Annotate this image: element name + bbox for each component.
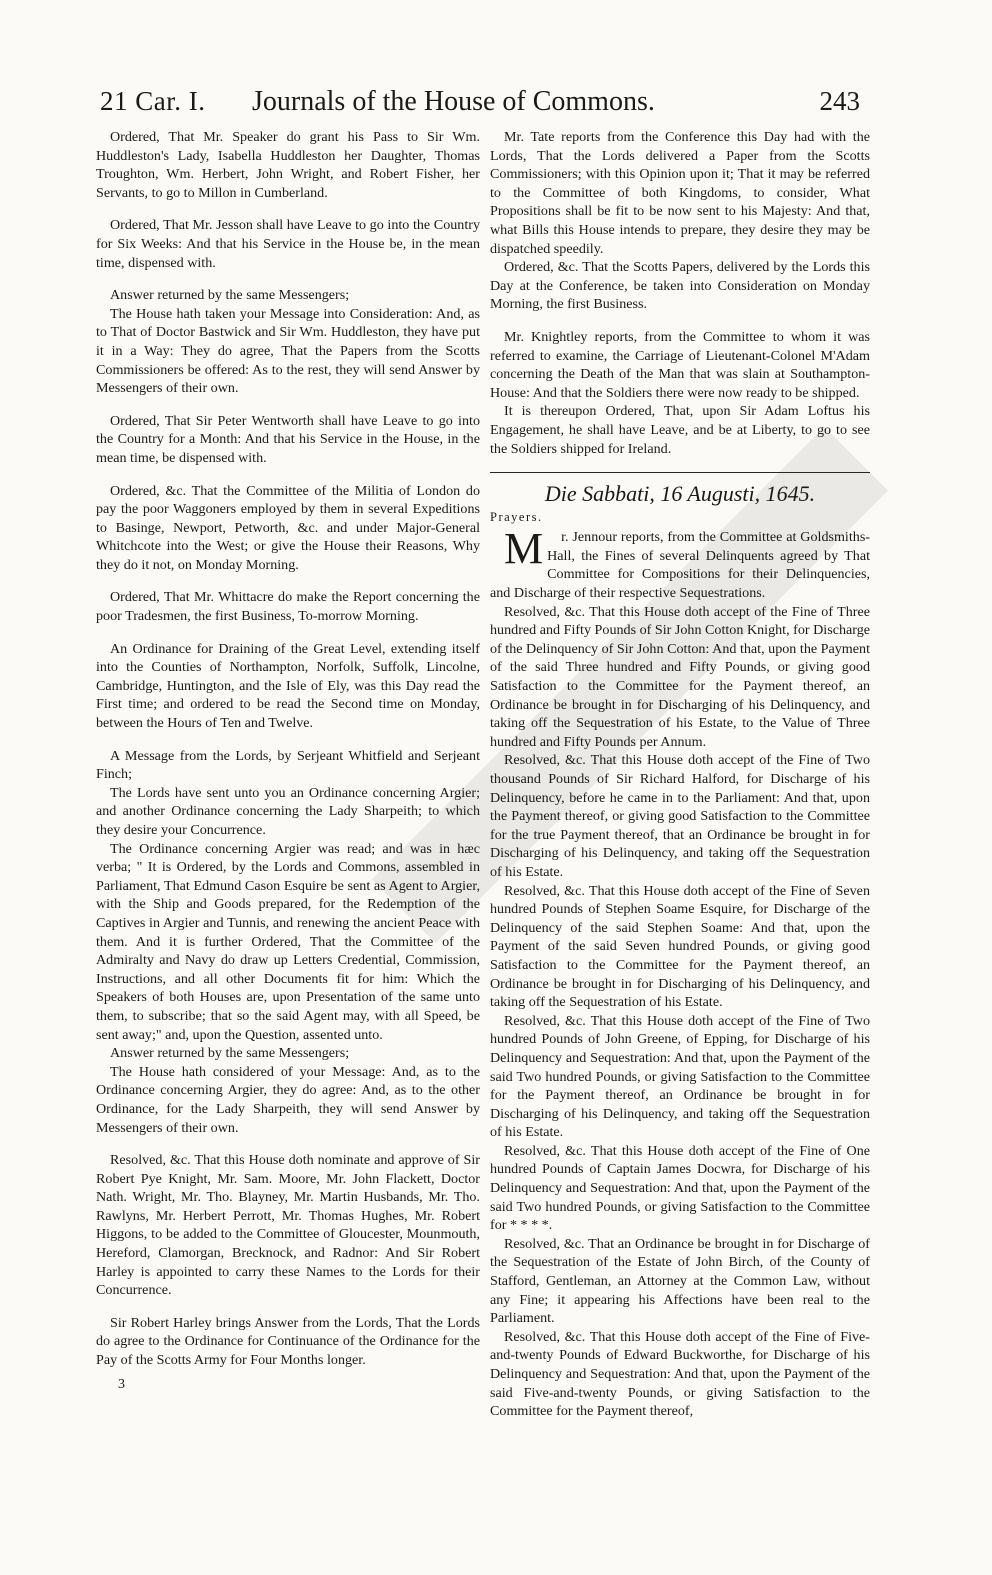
prayers-label: Prayers.	[490, 509, 543, 524]
entry: Answer returned by the same Messengers;	[110, 1045, 350, 1062]
entry: Resolved, &c. That this House doth accept of the Fine of Three hundred and Fifty Pounds of Sir John Cotton Knight, for Discharge of the Delinquency of Sir John Cotton: And that, upon the Payment of the said Three hundred and Fifty Pounds, or giving good Satisfaction to the Committee for the Payment thereof, an Ordinance be brought in for Discharging of his Delinquency, and taking off the Sequestration of his Estate, to the Value of Three hundred and Fifty Pounds per Annum.	[490, 603, 870, 750]
entry: Ordered, &c. That the Committee of the Militia of London do pay the poor Waggoners employed by them in several Expeditions to Basinge, Newport, Petworth, &c. and under Major-General Whitchcote into the West; or give the House their Reasons, Why they do it not, on Monday Morning.	[96, 482, 480, 573]
entry: Ordered, That Mr. Whittacre do make the Report concerning the poor Tradesmen, the first Business, To-morrow Morning.	[96, 589, 480, 625]
entry: It is thereupon Ordered, That, upon Sir Adam Loftus his Engagement, he shall have Leave, and be at Liberty, to go to see the Soldiers shipped for Ireland.	[490, 403, 870, 457]
entry: Resolved, &c. That an Ordinance be brought in for Discharge of the Sequestration of the Estate of John Birch, of the County of Stafford, Gentleman, an Attorney at the Common Law, without any Fine; it appearing his Affections have been real to the Parliament.	[490, 1235, 870, 1327]
entry: Sir Robert Harley brings Answer from the Lords, That the Lords do agree to the Ordinance for Continuance of the Ordinance for the Pay of the Scotts Army for Four Months longer.	[96, 1314, 480, 1369]
entry: Ordered, That Sir Peter Wentworth shall have Leave to go into the Country for a Month: And that his Service in the House, in the mean time, be dispensed with.	[96, 412, 480, 466]
entry: Answer returned by the same Messengers;	[110, 287, 350, 304]
entry: Mr. Knightley reports, from the Committee to whom it was referred to examine, the Carriage of Lieutenant-Colonel M'Adam concerning the Death of the Man that was slain at Southampton-House: And that the Soldiers there were now ready to be shipped.	[490, 328, 870, 401]
entry: The House hath considered of your Message: And, as to the Ordinance concerning Argier, they do agree: And, as to the other Ordinance, for the Lady Sharpeith, they will send Answer by Messengers of their own.	[96, 1063, 480, 1136]
entry: Resolved, &c. That this House doth nominate and approve of Sir Robert Pye Knight, Mr. Sam. Moore, Mr. John Flackett, Doctor Nath. Wright, Mr. Tho. Blayney, Mr. Martin Husbands, Mr. Tho. Rawlyns, Mr. Herbert Perrott, Mr. Thomas Hughes, Mr. Robert Higgons, to be added to the Committee of Gloucester, Mounmouth, Hereford, Clamorgan, Brecknock, and Radnor: And Sir Robert Harley is appointed to carry these Names to the Lords for their Concurrence.	[96, 1152, 480, 1299]
entry: Mr. Jennour reports, from the Committee at Goldsmiths-Hall, the Fines of several Delinquents agreed by That Committee for Compositions for their Delinquencies, and Discharge of their respective Sequestrations.	[490, 524, 870, 602]
entry: Ordered, &c. That the Scotts Papers, delivered by the Lords this Day at the Conference, be taken into Consideration on Monday Morning, the first Business.	[490, 259, 870, 313]
entry: Resolved, &c. That this House doth accept of the Fine of Two thousand Pounds of Sir Richard Halford, for Discharge of his Delinquency, before he came in to the Parliament: And that, upon the Payment thereof, or giving good Satisfaction to the Committee for the true Payment thereof, that an Ordinance be brought in for Discharging of his Delinquency, and taking off the Sequestration of his Estate.	[490, 752, 870, 880]
entry: Resolved, &c. That this House doth accept of the Fine of One hundred Pounds of Captain James Docwra, for Discharge of his Delinquency and Sequestration: And that, upon the Payment of the said Two hundred Pounds, or giving Satisfaction to the Committee for * * * *.	[490, 1142, 870, 1234]
entry: Resolved, &c. That this House doth accept of the Fine of Five-and-twenty Pounds of Edward Buckworthe, for Discharge of his Delinquency and Sequestration: And that, upon the Payment of the said Five-and-twenty Pounds, or giving Satisfaction to the Committee for the Payment thereof,	[490, 1328, 870, 1420]
entry: An Ordinance for Draining of the Great Level, extending itself into the Counties of Northampton, Norfolk, Suffolk, Lincolne, Cambridge, Huntington, and the Isle of Ely, was this Day read the First time; and ordered to be read the Second time on Monday, between the Hours of Ten and Twelve.	[96, 640, 480, 732]
page-header	[100, 86, 860, 126]
left-column	[96, 128, 480, 1394]
entry: The Ordinance concerning Argier was read; and was in hæc verba; " It is Ordered, by the Lords and Commons, assembled in Parliament, That Edmund Cason Esquire be sent as Agent to Argier, with the Ship and Goods prepared, for the Redemption of the Captives in Argier and Tunnis, and renewing the ancient Peace with them. And it is further Ordered, That the Committee of the Admiralty and Navy do draw up Letters Credential, Commission, Instructions, and all other Documents fit for him: Which the Speakers of both Houses are, upon Presentation of the same unto them, to subscribe; that so the said Agent may, with all Speed, be sent away;" and, upon the Question, assented unto.	[96, 840, 480, 1043]
entry: Ordered, That Mr. Jesson shall have Leave to go into the Country for Six Weeks: And that his Service in the House be, in the mean time, dispensed with.	[96, 217, 480, 271]
section-divider	[490, 472, 870, 473]
entry: The House hath taken your Message into Consideration: And, as to That of Doctor Bastwick and Sir Wm. Huddleston, they have put it in a Way: They do agree, That the Papers from the Scotts Commissioners be offered: As to the rest, they will send Answer by Messengers of their own.	[96, 305, 480, 397]
entry: Ordered, That Mr. Speaker do grant his Pass to Sir Wm. Huddleston's Lady, Isabella Huddleston her Daughter, Thomas Troughton, Wm. Herbert, John Wright, and Robert Fisher, her Servants, to go to Millon in Cumberland.	[96, 129, 480, 201]
entry: Resolved, &c. That this House doth accept of the Fine of Two hundred Pounds of John Greene, of Epping, for Discharge of his Delinquency and Sequestration: And that, upon the Payment of the said Two hundred Pounds, or giving Satisfaction to the Committee for the Payment thereof, an Ordinance be brought in for Discharging of his Delinquency, and taking off the Sequestration of his Estate.	[490, 1012, 870, 1141]
entry: Mr. Tate reports from the Conference this Day had with the Lords, That the Lords delivered a Paper from the Scotts Commissioners; with this Opinion upon it; That it may be referred to the Committee of both Kingdoms, to consider, What Propositions shall be fit to be now sent to his Majesty: And that, what Bills this House intends to prepare, they desire they may be dispatched speedily.	[490, 129, 870, 257]
page-number: 243	[819, 86, 860, 116]
entry: Resolved, &c. That this House doth accept of the Fine of Seven hundred Pounds of Stephen Soame Esquire, for Discharge of the Delinquency of the said Stephen Soame: And that, upon the Payment of the said Seven hundred Pounds, or giving good Satisfaction to the Committee for the Payment thereof, an Ordinance be brought in for Discharging of his Delinquency, and taking off the Sequestration of his Estate.	[490, 882, 870, 1011]
page-title: Journals of the House of Commons.	[252, 86, 655, 117]
right-column	[490, 128, 870, 1421]
signature-mark: 3	[118, 1376, 125, 1392]
entry: The Lords have sent unto you an Ordinance concerning Argier; and another Ordinance concerning the Lady Sharpeith; to which they desire your Concurrence.	[96, 784, 480, 838]
entry: A Message from the Lords, by Serjeant Whitfield and Serjeant Finch;	[96, 747, 480, 783]
reign-label: 21 Car. I.	[100, 86, 206, 116]
day-heading: Die Sabbati, 16 Augusti, 1645.	[544, 481, 816, 507]
